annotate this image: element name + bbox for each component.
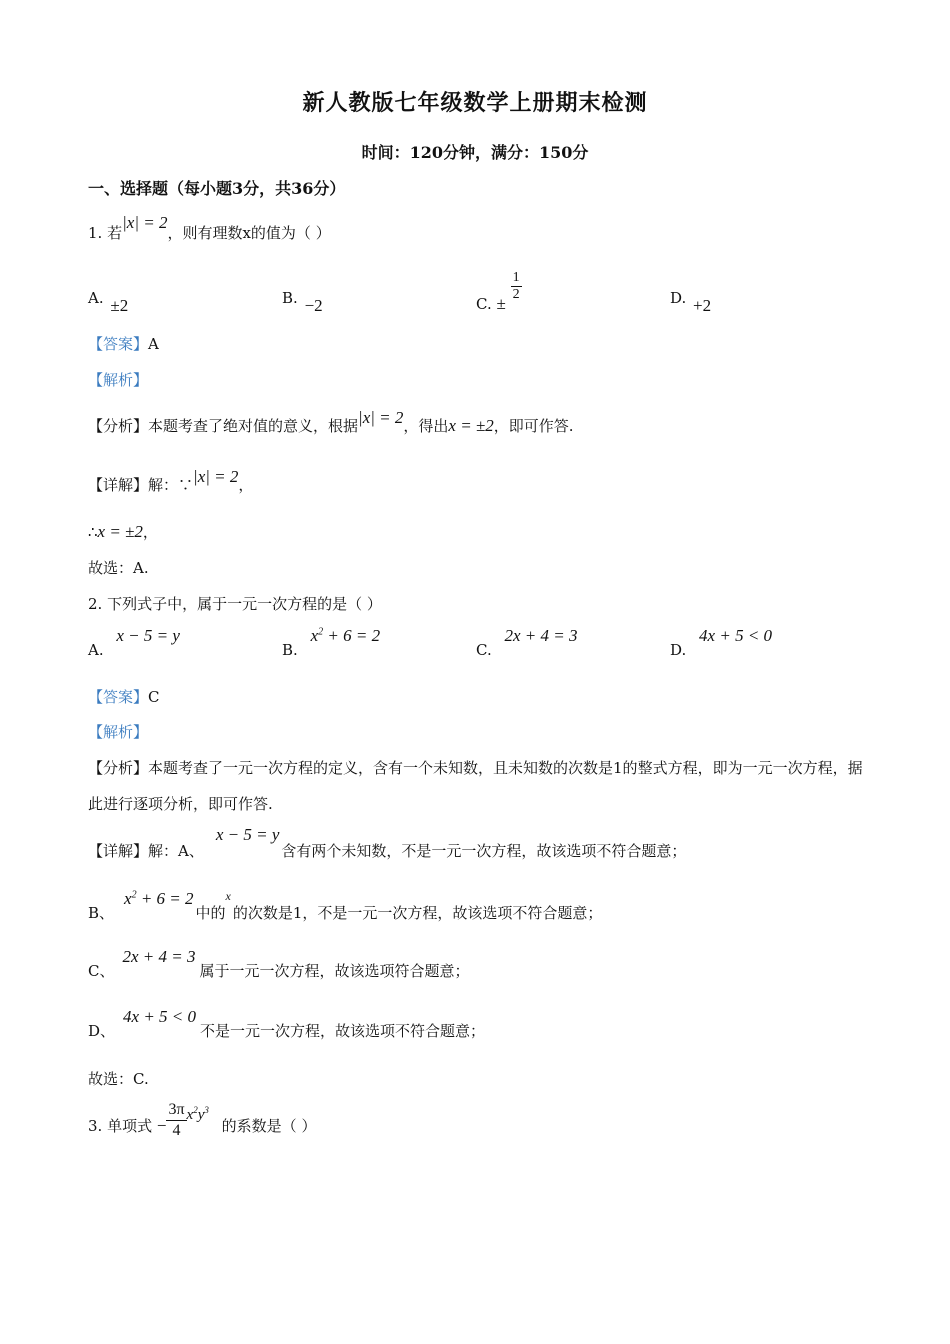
q1-condition: |x| = 2 (122, 213, 168, 232)
q2-choice: 故选：C. (88, 1070, 149, 1088)
q1-option-c-fraction: $\frac{1}{2}$ (512, 270, 520, 302)
section-heading: 一、选择题（每小题3分，共36分） (88, 179, 346, 198)
q1-therefore: ∴x = ±2， (88, 522, 158, 541)
q2-answer: 【答案】C (88, 688, 160, 706)
q1-stem (88, 213, 331, 243)
q2-option-c: C. 2x + 4 = 3 (476, 626, 578, 659)
q2-detail-d: D、4x + 5 < 0不是一元一次方程，故该选项不符合题意； (88, 1007, 486, 1040)
q1-option-d: D. +2 (670, 289, 712, 315)
q1-option-b: B. −2 (282, 289, 323, 315)
page-title: 新人教版七年级数学上册期末检测 (302, 90, 648, 116)
q1-prefix: 1. 若 (88, 224, 123, 242)
q2-analysis: 【分析】本题考查了一元一次方程的定义，含有一个未知数，且未知数的次数是1的整式方程，即为一元一次方程，据此进行逐项分析，即可作答. (88, 759, 863, 813)
q2-detail-c: C、2x + 4 = 3属于一元一次方程，故该选项符合题意； (88, 947, 470, 980)
exam-time-score: 时间：120分钟，满分：150分 (361, 143, 589, 162)
q3-stem: 3. 单项式 − $\frac{3\pi}{4}$ $x^2y^3$ 的系数是（ ） (88, 1101, 317, 1139)
q2-detail-b: B、$x^2 + 6 = 2$中的$^x$的次数是1，不是一元一次方程，故该选项不符合题意； (88, 889, 603, 922)
q1-suffix: ，则有理数x的值为（ ） (167, 224, 331, 242)
q1-answer: 【答案】A (88, 335, 159, 353)
q2-option-a: A. x − 5 = y (88, 626, 180, 659)
q1-choice: 故选：A. (88, 559, 149, 577)
q1-detail: 【详解】解：∵|x| = 2， (88, 467, 254, 494)
q1-analysis: 【分析】本题考查了绝对值的意义，根据|x| = 2，得出x = ±2，即可作答. (88, 408, 574, 435)
q2-option-d: D. 4x + 5 < 0 (670, 626, 773, 659)
q1-option-a: A. ±2 (88, 289, 129, 315)
q3-fraction: $\frac{3\pi}{4}$ (168, 1101, 185, 1139)
q2-option-b: B. $x^2 + 6 = 2$ (282, 626, 381, 659)
q2-stem: 2. 下列式子中，属于一元一次方程的是（ ） (88, 595, 382, 613)
q1-option-c: C. ± $\frac{1}{2}$ (476, 270, 520, 313)
q2-explain-label: 【解析】 (88, 723, 149, 741)
q2-detail-a: 【详解】解：A、x − 5 = y含有两个未知数，不是一元一次方程，故该选项不符合题意； (88, 825, 687, 860)
q1-explain-label: 【解析】 (88, 371, 149, 389)
